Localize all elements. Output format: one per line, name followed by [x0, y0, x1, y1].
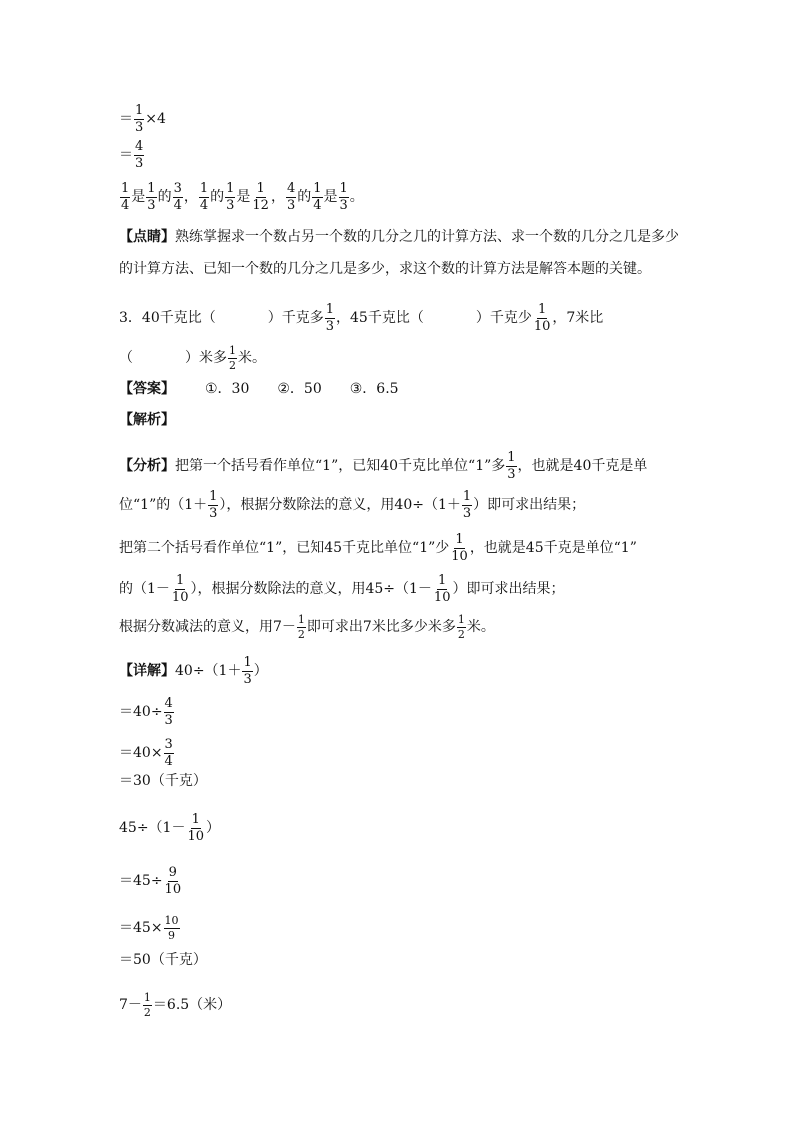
question-text: ，7米比 — [552, 310, 604, 327]
fraction: $\frac{1}{10}$ — [433, 573, 451, 605]
step-line-5 — [119, 866, 183, 896]
fraction: $\frac{1}{3}$ — [339, 181, 348, 213]
fraction: $\frac{1}{4}$ — [313, 181, 322, 213]
expression-text: ＝40÷ — [119, 704, 163, 721]
fraction: $\frac{1}{10}$ — [451, 532, 468, 564]
fraction: $\frac{3}{4}$ — [173, 181, 182, 213]
fenxi-text: ）即可求出结果； — [452, 581, 565, 598]
dianjing-line-1 — [119, 230, 679, 244]
fraction: $\frac{1}{3}$ — [325, 302, 335, 334]
expression-text: ＝45÷ — [119, 873, 163, 890]
fraction: $\frac{1}{10}$ — [533, 302, 551, 334]
fraction: $\frac{1}{10}$ — [187, 812, 204, 844]
expression-text: ） — [206, 820, 220, 837]
fenxi-line-2 — [119, 490, 585, 520]
question-text: ）千克多 — [267, 310, 324, 327]
fenxi-text: 把第二个括号看作单位“1”，已知45千克比单位“1”少 — [119, 540, 450, 557]
fraction: $\frac{1}{3}$ — [243, 655, 252, 687]
fenxi-line-5 — [119, 614, 495, 640]
jiexi-line — [119, 413, 175, 427]
expression-text: ） — [253, 663, 268, 680]
expression-text: ＝40× — [119, 745, 163, 762]
fraction: $\frac{1}{2}$ — [297, 613, 305, 641]
fraction: $\frac{1}{2}$ — [457, 613, 465, 641]
jiexi-tag: 【解析】 — [119, 412, 175, 428]
text: ， — [183, 189, 198, 206]
expression-text: 7－ — [119, 997, 142, 1014]
fraction: $\frac{1}{4}$ — [121, 181, 130, 213]
xiangjie-line — [119, 656, 268, 686]
dianjing-tag: 【点睛】 — [119, 229, 175, 245]
fenxi-text: 根据分数减法的意义，用7－ — [119, 619, 296, 636]
fraction: $\frac{9}{10}$ — [164, 865, 182, 897]
answer-value-3: ③．6.5 — [349, 381, 399, 397]
answer-tag: 【答案】 — [119, 381, 175, 397]
calc-line-2 — [119, 140, 145, 170]
fenxi-text: 的（1－ — [119, 581, 170, 598]
expression-text: 40÷（1＋ — [175, 663, 242, 680]
answer-value-1: ①．30 — [205, 381, 250, 397]
text: 是 — [323, 189, 338, 206]
fenxi-text: ，也就是40千克是单 — [517, 458, 648, 475]
question-text: ，45千克比（ — [336, 310, 424, 327]
fraction: $\frac{1}{2}$ — [143, 991, 151, 1019]
fraction: $\frac{10}{9}$ — [164, 914, 179, 942]
expression-text: ×4 — [145, 111, 166, 128]
step-line-8 — [119, 992, 231, 1018]
fenxi-text: ），根据分数除法的意义，用45÷（1－ — [190, 581, 432, 598]
expression-text: ＝50（千克） — [119, 952, 207, 968]
step-line-1 — [119, 697, 175, 727]
equals-sign: ＝ — [119, 147, 133, 164]
step-line-3 — [119, 774, 207, 788]
expression-text: ＝30（千克） — [119, 773, 207, 789]
fenxi-tag: 【分析】 — [119, 458, 175, 475]
text: 是 — [131, 189, 146, 206]
fenxi-text: ，也就是45千克是单位“1” — [469, 540, 637, 557]
fenxi-text: ），根据分数除法的意义，用40÷（1＋ — [219, 497, 461, 514]
text: 的 — [297, 189, 312, 206]
text: 的 — [157, 189, 172, 206]
question-3-line-1 — [119, 303, 603, 333]
question-text: ）千克少 — [475, 310, 532, 327]
question-text: （ — [119, 350, 133, 367]
dianjing-text: 熟练掌握求一个数占另一个数的几分之几的计算方法、求一个数的几分之几是多少 — [175, 229, 679, 245]
fraction: $\frac{4}{3}$ — [286, 181, 296, 213]
fenxi-text: 位“1”的（1＋ — [119, 497, 208, 514]
answer-line — [119, 382, 399, 396]
fenxi-text: 把第一个括号看作单位“1”，已知40千克比单位“1”多 — [175, 458, 506, 475]
fenxi-text: ）即可求出结果； — [473, 497, 586, 514]
fenxi-line-1 — [119, 451, 647, 481]
fraction: $\frac{4}{3}$ — [164, 696, 173, 728]
expression-text: ＝45× — [119, 920, 163, 937]
fenxi-line-3 — [119, 533, 637, 563]
step-line-7 — [119, 953, 207, 967]
dianjing-text: 的计算方法、已知一个数的几分之几是多少，求这个数的计算方法是解答本题的关键。 — [119, 261, 651, 277]
fenxi-line-4 — [119, 574, 564, 604]
question-text: 米。 — [238, 350, 266, 367]
conclusion-line — [119, 182, 364, 212]
xiangjie-tag: 【详解】 — [119, 663, 175, 680]
text: 。 — [349, 189, 364, 206]
expression-text: 45÷（1－ — [119, 820, 186, 837]
fraction: $\frac{1}{3}$ — [226, 181, 235, 213]
fraction: $\frac{4}{3}$ — [135, 139, 144, 171]
step-line-2 — [119, 738, 175, 768]
equals-sign: ＝ — [119, 111, 133, 128]
text: 是 — [236, 189, 251, 206]
fraction: $\frac{1}{4}$ — [199, 181, 209, 213]
question-text: ）米多 — [185, 350, 227, 367]
step-line-6 — [119, 915, 181, 941]
question-text: 3．40千克比（ — [119, 310, 216, 327]
fraction: $\frac{3}{4}$ — [164, 737, 173, 769]
question-3-line-2 — [119, 345, 266, 371]
fenxi-text: 米。 — [466, 619, 495, 636]
step-line-4 — [119, 813, 220, 843]
fraction: $\frac{1}{3}$ — [209, 489, 218, 521]
calc-line-1 — [119, 104, 166, 134]
expression-text: ＝6.5（米） — [152, 997, 232, 1014]
fraction: $\frac{1}{3}$ — [135, 103, 144, 135]
fraction: $\frac{1}{10}$ — [171, 573, 189, 605]
text: ， — [270, 189, 285, 206]
dianjing-line-2 — [119, 262, 651, 276]
fraction: $\frac{1}{3}$ — [462, 489, 472, 521]
text: 的 — [210, 189, 225, 206]
answer-value-2: ②．50 — [277, 381, 322, 397]
fraction: $\frac{1}{2}$ — [229, 344, 236, 372]
fraction: $\frac{1}{3}$ — [147, 181, 156, 213]
fraction: $\frac{1}{3}$ — [507, 450, 516, 482]
fenxi-text: 即可求出7米比多少米多 — [306, 619, 456, 636]
fraction: $\frac{1}{12}$ — [252, 181, 269, 213]
